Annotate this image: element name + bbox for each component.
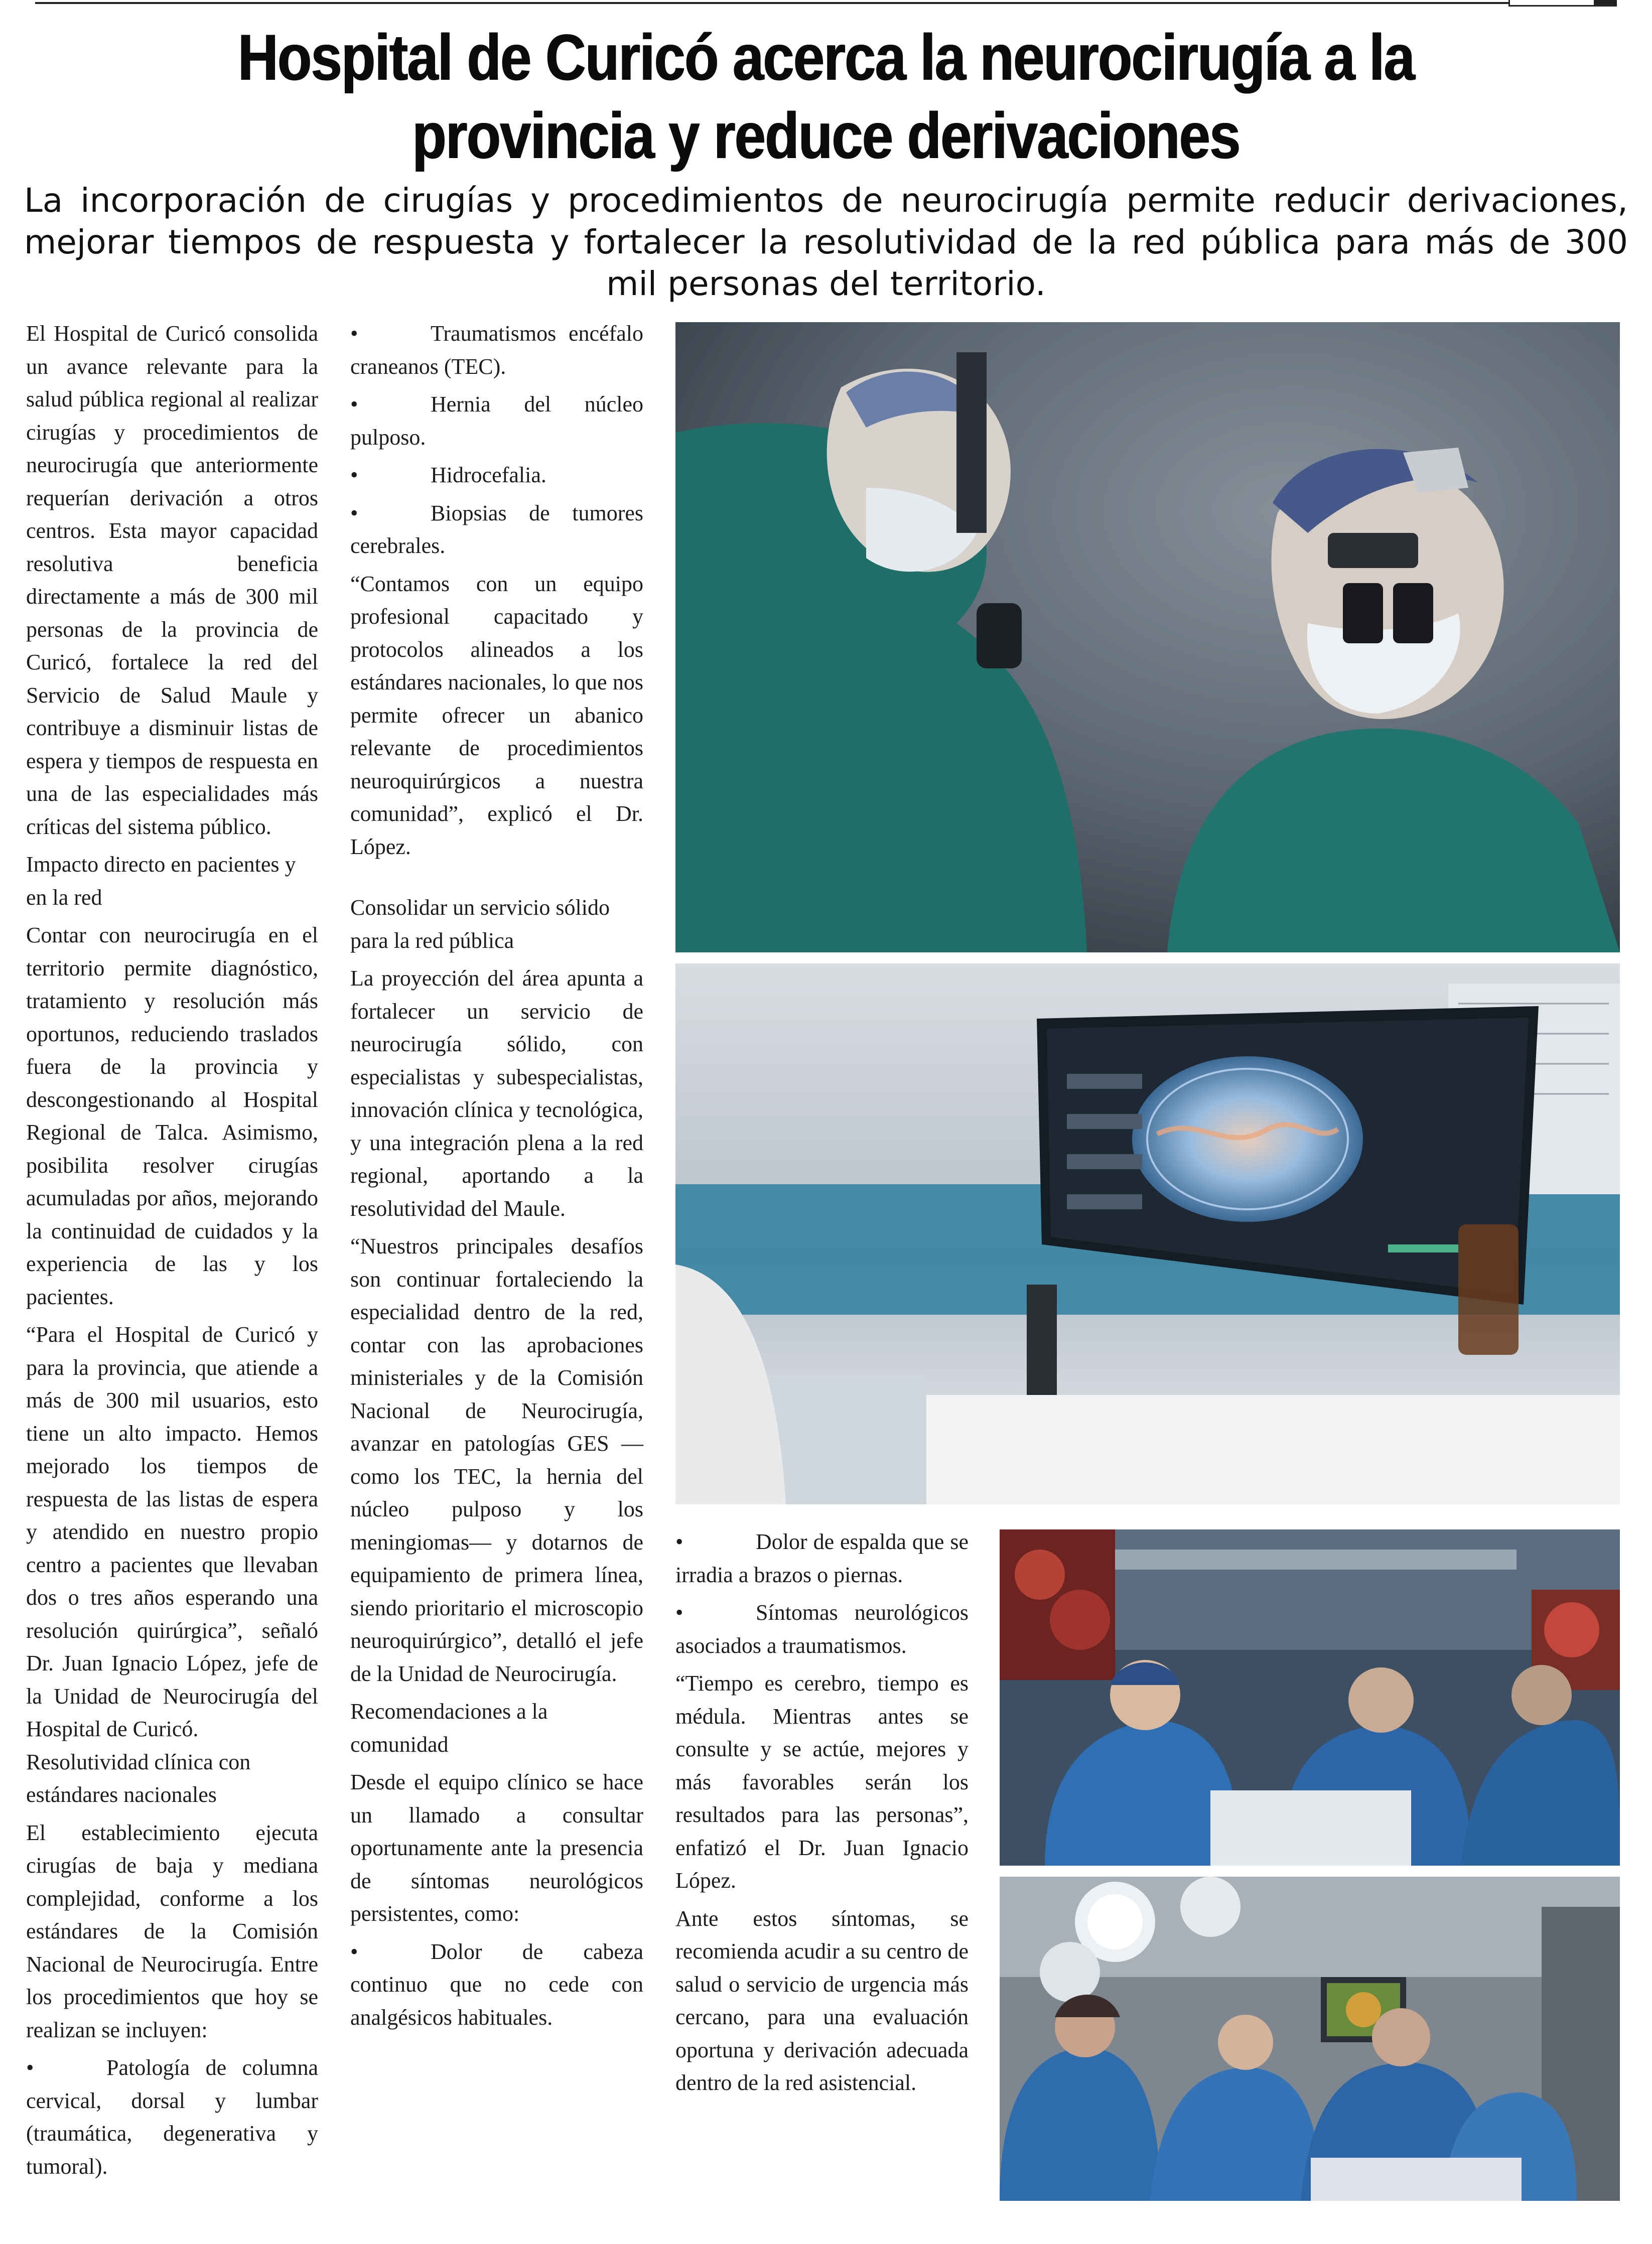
quote-desafios: “Nuestros principales desafíos son continuar fortaleciendo la especialidad dentro de la red, contar con las aprobaciones ministeriales y de la Comisión Nacional de Neurocirugía, avanzar en patologías GES —como los TEC, la hernia del núcleo pulposo y los meningiomas— y dotarnos de equipamiento de primera línea, siendo prioritario el microscopio neuroquirúrgico”, detalló el jefe de la Unidad de Neurocirugía. (350, 1234, 643, 1686)
list-item: • Dolor de cabeza continuo que no cede con analgésicos habituales. (350, 1935, 643, 2034)
paragraph-impacto: Contar con neurocirugía en el territorio permite diagnóstico, tratamiento y resolución más oportunos, reduciendo traslados fuera de la provincia y descongestionando al Hospital Regional de Talca. Asimismo, posibilita resolver cirugías acumuladas por años, mejorando la continuidad de cuidados y la experiencia de las y los pacientes. (26, 923, 318, 1309)
text-column-1 (26, 317, 318, 2188)
section-heading-impacto: Impacto directo en pacientes y en la red (26, 852, 296, 910)
text-column-3 (675, 1525, 969, 2105)
section-heading-consolidar: Consolidar un servicio sólido para la red pública (350, 895, 610, 953)
photo-surgeons-headlamps (675, 322, 1620, 952)
paragraph-intro: El Hospital de Curicó consolida un avance relevante para la salud pública regional al realizar cirugías y procedimientos de neurocirugía que anteriormente requerían derivación a otros centros. Esta mayor capacidad resolutiva beneficia directamente a más de 300 mil personas de la provincia de Curicó, fortalece la red del Servicio de Salud Maule y contribuye a disminuir listas de espera y tiempos de respuesta en una de las especialidades más críticas del sistema público. (26, 321, 318, 839)
section-heading-recomendaciones: Recomendaciones a la comunidad (350, 1699, 548, 1757)
bullet-dot: • (675, 1529, 683, 1554)
paragraph-procedimientos: El establecimiento ejecuta cirugías de baja y mediana complejidad, conforme a los estándares de la Comisión Nacional de Neurocirugía. Entre los procedimientos que hoy se realizan se incluyen: (26, 1820, 318, 2042)
article-subtitle: La incorporación de cirugías y procedimientos de neurocirugía permite reducir derivaciones, mejorar tiempos de respuesta y fortalecer la resolutividad de la red pública para más de 300 mil personas del territorio. (24, 181, 1628, 303)
list-item: • Biopsias de tumores cerebrales. (350, 497, 643, 563)
section-heading-resolutividad: Resolutividad clínica con estándares nacionales (26, 1749, 251, 1807)
article-headline: Hospital de Curicó acerca la neurocirugía a la provincia y reduce derivaciones (237, 21, 1415, 172)
list-item: • Hidrocefalia. (350, 459, 643, 492)
paragraph-llamado: Desde el equipo clínico se hace un llamado a consultar oportunamente ante la presencia de síntomas neurológicos persistentes, como: (350, 1770, 643, 1926)
bullet-dot: • (675, 1600, 683, 1625)
list-item: • Traumatismos encéfalo craneanos (TEC). (350, 317, 643, 383)
photo-surgical-team (1000, 1877, 1620, 2201)
quote-lopez-1: “Para el Hospital de Curicó y para la provincia, que atiende a más de 300 mil usuarios, esto tiene un alto impacto. Hemos mejorado los tiempos de respuesta de las listas de espera y atendido en nuestro propio centro a pacientes que llevaban dos o tres años esperando una resolución quirúrgica”, señaló Dr. Juan Ignacio López, jefe de la Unidad de Neurocirugía del Hospital de Curicó. (26, 1322, 318, 1741)
text-column-2 (350, 317, 643, 2039)
photo-brain-monitor (675, 963, 1620, 1504)
photo-operating-room-monitors (1000, 1529, 1620, 1866)
quote-tiempo-es-cerebro: “Tiempo es cerebro, tiempo es médula. Mientras antes se consulte y se actúe, mejores y más favorables serán los resultados para las personas”, enfatizó el Dr. Juan Ignacio López. (675, 1671, 969, 1893)
bullet-dot: • (350, 463, 358, 487)
paragraph-proyeccion: La proyección del área apunta a fortalecer un servicio de neurocirugía sólido, con especialistas y subespecialistas, innovación clínica y tecnológica, y una integración plena a la red regional, aportando a la resolutividad del Maule. (350, 966, 643, 1221)
bullet-dot: • (350, 1939, 358, 1964)
list-item: • Síntomas neurológicos asociados a traumatismos. (675, 1596, 969, 1662)
bullet-dot: • (26, 2055, 34, 2080)
list-item: • Hernia del núcleo pulposo. (350, 388, 643, 454)
list-item: • Dolor de espalda que se irradia a brazos o piernas. (675, 1525, 969, 1591)
paragraph-recomendacion-final: Ante estos síntomas, se recomienda acudir a su centro de salud o servicio de urgencia más cercano, para una evaluación oportuna y derivación adecuada dentro de la red asistencial. (675, 1906, 969, 2095)
bullet-dot: • (350, 321, 358, 346)
top-rule (0, 0, 1652, 5)
quote-lopez-2: “Contamos con un equipo profesional capacitado y protocolos alineados a los estándares nacionales, lo que nos permite ofrecer un abanico relevante de procedimientos neuroquirúrgicos a nuestra comunidad”, explicó el Dr. López. (350, 571, 643, 859)
bullet-dot: • (350, 392, 358, 416)
bullet-dot: • (350, 500, 358, 525)
list-item: • Patología de columna cervical, dorsal y lumbar (traumática, degenerativa y tumoral). (26, 2051, 318, 2183)
